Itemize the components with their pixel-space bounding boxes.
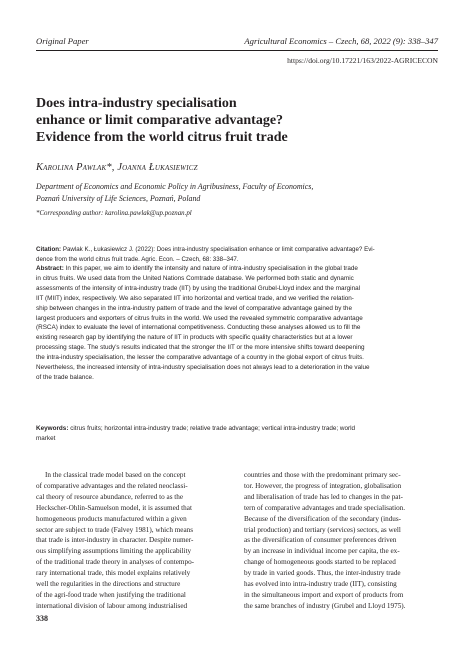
- abstract-line: In this paper, we aim to identify the intensity and nature of intra-industry specialisation in the global trade: [63, 265, 358, 272]
- body-column-left: [36, 470, 228, 612]
- keywords-text: citrus fruits; horizontal intra-industry trade; relative trade advantage; vertical intra-industry trade; world: [68, 425, 356, 432]
- author-list: Karolina Pawlak*, Joanna Łukasiewicz: [36, 162, 198, 173]
- affiliation-line: Department of Economics and Economic Policy in Agribusiness, Faculty of Economics,: [36, 182, 314, 191]
- abstract-line: in citrus fruits. We used data from the United Nations Comtrade database. We performed both static and dynamic: [36, 274, 354, 282]
- body-line: homogeneous products manufactured within a given: [36, 514, 187, 523]
- body-line: rary international trade, this model explains relatively: [36, 569, 191, 578]
- abstract-line: ship between changes in the intra-industry pattern of trade and the level of comparative advantage gained by the: [36, 304, 352, 312]
- doi-link[interactable]: https://doi.org/10.17221/163/2022-AGRICECON: [287, 56, 438, 65]
- abstract-label: Abstract:: [36, 265, 64, 272]
- body-line: by trade in varied goods. Thus, the inter-industry trade: [244, 569, 401, 578]
- citation-label: Citation:: [36, 246, 62, 253]
- citation-text: Pawlak K., Łukasiewicz J. (2022): Does intra-industry specialisation enhance or limit comparative advantage? Evi-: [61, 246, 375, 253]
- body-line: countries and those with the predominant primary sec-: [244, 471, 401, 479]
- body-line: Heckscher-Ohlin-Samuelson model, it is assumed that: [36, 503, 192, 512]
- header-rule: [36, 50, 438, 51]
- affiliation: [36, 181, 313, 205]
- body-line: ous simplifying assumptions limiting the applicability: [36, 547, 192, 556]
- body-column-right: [244, 470, 436, 612]
- body-line: Because of the diversification of the secondary (indus-: [244, 514, 402, 523]
- abstract-block: [36, 264, 438, 383]
- body-line: in the simultaneous import and export of products from: [244, 590, 404, 599]
- keywords-label: Keywords:: [36, 425, 69, 432]
- abstract-line: of the trade balance.: [36, 373, 94, 381]
- body-line: of comparative advantages and the related neoclassi-: [36, 481, 188, 490]
- abstract-line: the intra-industry specialisation, the lesser the comparative advantage of a country in the global export of citrus fruits.: [36, 354, 364, 362]
- keywords-block: [36, 424, 438, 444]
- abstract-line: existing research gap by identifying the nature of IIT in products with specific quality characteristics but at a lower: [36, 334, 353, 342]
- body-line: of the agri-food trade when justifying the traditional: [36, 590, 186, 599]
- abstract-line: processing stage. The study's results indicated that the stronger the IIT or the more intensive shifts toward deepening: [36, 344, 365, 352]
- page-number: 338: [36, 614, 48, 623]
- body-line: the same branches of industry (Grubel and Lloyd 1975).: [244, 601, 406, 610]
- body-line: tor. However, the progress of integration, globalisation: [244, 481, 402, 490]
- body-line: trial production) and tertiary (services) sectors, as well: [244, 525, 401, 534]
- title-line: enhance or limit comparative advantage?: [36, 113, 284, 128]
- abstract-line: largest producers and exporters of citrus fruits in the world. We used the revealed symmetric comparative advantage: [36, 314, 363, 322]
- body-line: well the regularities in the directions and structure: [36, 580, 181, 589]
- body-line: that trade is inter-industry in character. Despite numer-: [36, 536, 194, 545]
- abstract-line: (RSCA) index to evaluate the level of international competitiveness. Conducting these analyses allowed us to fill the: [36, 324, 361, 332]
- title-line: Evidence from the world citrus fruit trade: [36, 130, 288, 145]
- body-line: international division of labour among industrialised: [36, 601, 188, 610]
- body-line: by an increase in individual income per capita, the ex-: [244, 547, 400, 556]
- abstract-line: IIT (MIIT) index, respectively. We also separated IIT into horizontal and vertical trade, and we verified the relation-: [36, 294, 354, 302]
- keywords-text: market: [36, 434, 56, 442]
- body-line: of the traditional trade theory in analyses of contempo-: [36, 558, 195, 567]
- body-line: sector are subject to trade (Falvey 1981), which means: [36, 525, 194, 534]
- body-line: tern of comparative advantages and trade specialisation.: [244, 503, 406, 512]
- abstract-line: assessments of the intensity of intra-industry trade (IIT) by using the traditional Grubel-Lloyd index and the marginal: [36, 284, 361, 292]
- citation-text: dence from the world citrus fruit trade. Agric. Econ. – Czech, 68: 338–347.: [36, 255, 239, 263]
- body-line: as the diversification of consumer preferences driven: [244, 536, 397, 545]
- body-line: cal theory of resource abundance, referred to as the: [36, 492, 184, 501]
- article-type-label: Original Paper: [36, 36, 89, 46]
- title-line: Does intra-industry specialisation: [36, 96, 237, 111]
- abstract-line: Nevertheless, the increased intensity of intra-industry specialisation does not always lead to a deterioration in the value: [36, 364, 370, 372]
- body-line: has evolved into intra-industry trade (IIT), consisting: [244, 580, 397, 589]
- affiliation-line: Poznań University of Life Sciences, Poznań, Poland: [36, 194, 201, 203]
- body-line: and liberalisation of trade has led to changes in the pat-: [244, 492, 403, 501]
- corresponding-author: *Corresponding author: karolina.pawlak@up.poznan.pl: [36, 210, 192, 217]
- paper-title: [36, 95, 436, 146]
- running-header: [36, 36, 438, 50]
- journal-reference: Agricultural Economics – Czech, 68, 2022 (9): 338–347: [244, 36, 438, 46]
- body-line: change of homogeneous goods started to be replaced: [244, 558, 396, 567]
- citation-block: [36, 245, 438, 265]
- body-line: In the classical trade model based on the concept: [36, 471, 186, 479]
